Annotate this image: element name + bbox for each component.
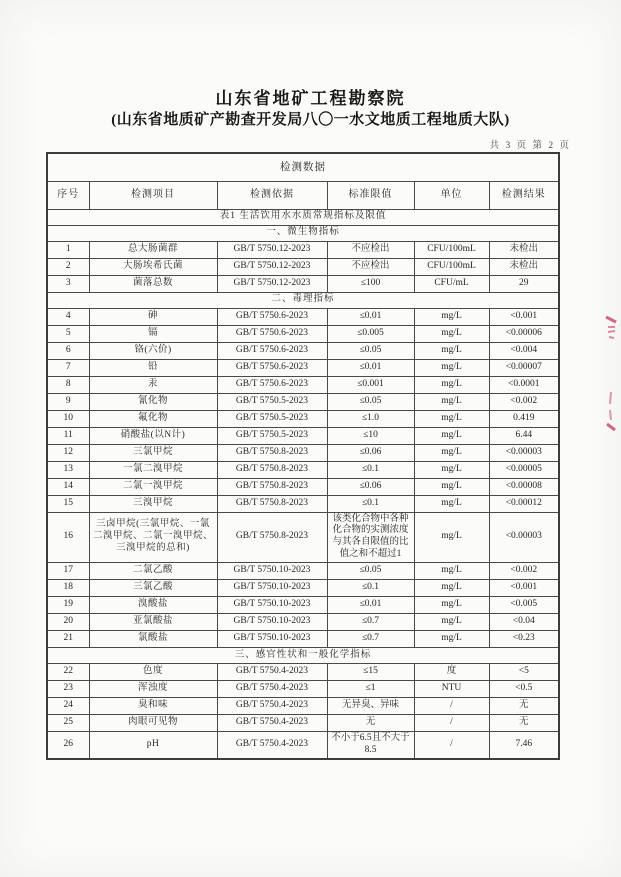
cell-no: 20 (47, 614, 89, 631)
cell-result: <0.00006 (489, 325, 559, 342)
cell-item: 氰化物 (89, 393, 217, 410)
column-header-2: 检测依据 (217, 181, 327, 209)
cell-basis: GB/T 5750.12-2023 (217, 275, 327, 292)
cell-unit: mg/L (414, 325, 489, 342)
cell-limit: ≤0.01 (327, 359, 414, 376)
cell-item: 硝酸盐(以N计) (89, 427, 217, 444)
table-row (47, 631, 559, 648)
cell-item: 肉眼可见物 (89, 715, 217, 732)
cell-unit: mg/L (414, 631, 489, 648)
cell-item: 浑浊度 (89, 681, 217, 698)
cell-basis: GB/T 5750.8-2023 (217, 478, 327, 495)
cell-limit: ≤0.7 (327, 614, 414, 631)
section-label: 表1 生活饮用水水质常规指标及限值 (47, 209, 559, 225)
section-row (47, 648, 559, 664)
cell-basis: GB/T 5750.6-2023 (217, 325, 327, 342)
cell-no: 11 (47, 427, 89, 444)
cell-limit: ≤0.01 (327, 597, 414, 614)
cell-no: 12 (47, 444, 89, 461)
cell-unit: mg/L (414, 393, 489, 410)
cell-result: <0.00003 (489, 512, 559, 563)
cell-unit: mg/L (414, 563, 489, 580)
cell-basis: GB/T 5750.4-2023 (217, 732, 327, 759)
cell-unit: mg/L (414, 308, 489, 325)
cell-no: 18 (47, 580, 89, 597)
cell-basis: GB/T 5750.10-2023 (217, 580, 327, 597)
cell-limit: ≤1 (327, 681, 414, 698)
cell-result: <0.004 (489, 342, 559, 359)
cell-unit: CFU/100mL (414, 241, 489, 258)
page-number-label: 共 3 页 第 2 页 (489, 141, 571, 151)
cell-item: 总大肠菌群 (89, 241, 217, 258)
cell-limit: ≤1.0 (327, 410, 414, 427)
table-row (47, 275, 559, 292)
cell-basis: GB/T 5750.10-2023 (217, 631, 327, 648)
cell-unit: CFU/100mL (414, 258, 489, 275)
cell-basis: GB/T 5750.8-2023 (217, 444, 327, 461)
cell-basis: GB/T 5750.8-2023 (217, 495, 327, 512)
cell-basis: GB/T 5750.4-2023 (217, 715, 327, 732)
cell-no: 24 (47, 698, 89, 715)
table-row (47, 376, 559, 393)
cell-no: 8 (47, 376, 89, 393)
cell-limit: ≤0.06 (327, 444, 414, 461)
cell-item: 溴酸盐 (89, 597, 217, 614)
cell-item: 二氯一溴甲烷 (89, 478, 217, 495)
cell-no: 4 (47, 308, 89, 325)
table-caption-row (47, 153, 559, 181)
cell-limit: ≤0.1 (327, 461, 414, 478)
cell-basis: GB/T 5750.10-2023 (217, 597, 327, 614)
cell-unit: mg/L (414, 410, 489, 427)
cell-no: 2 (47, 258, 89, 275)
section-label: 三、感官性状和一般化学指标 (47, 648, 559, 664)
cell-result: <0.002 (489, 563, 559, 580)
cell-basis: GB/T 5750.6-2023 (217, 376, 327, 393)
table-row (47, 410, 559, 427)
cell-item: 三氯甲烷 (89, 444, 217, 461)
cell-item: 二氯乙酸 (89, 563, 217, 580)
table-row (47, 580, 559, 597)
cell-basis: GB/T 5750.8-2023 (217, 512, 327, 563)
cell-unit: mg/L (414, 461, 489, 478)
cell-basis: GB/T 5750.10-2023 (217, 614, 327, 631)
cell-item: 砷 (89, 308, 217, 325)
cell-limit: 无异臭、异味 (327, 698, 414, 715)
cell-unit: / (414, 715, 489, 732)
table-caption: 检测数据 (47, 153, 559, 181)
table-row (47, 461, 559, 478)
cell-item: 色度 (89, 664, 217, 681)
cell-unit: CFU/mL (414, 275, 489, 292)
cell-limit: 无 (327, 715, 414, 732)
section-row (47, 292, 559, 308)
cell-no: 19 (47, 597, 89, 614)
cell-no: 25 (47, 715, 89, 732)
cell-limit: ≤0.06 (327, 478, 414, 495)
section-row (47, 209, 559, 225)
column-header-1: 检测项目 (89, 181, 217, 209)
cell-unit: mg/L (414, 478, 489, 495)
table-row (47, 495, 559, 512)
cell-limit: ≤0.001 (327, 376, 414, 393)
cell-basis: GB/T 5750.5-2023 (217, 393, 327, 410)
cell-unit: mg/L (414, 597, 489, 614)
cell-limit: 不应检出 (327, 258, 414, 275)
cell-unit: mg/L (414, 444, 489, 461)
cell-item: 一氯二溴甲烷 (89, 461, 217, 478)
table-row (47, 325, 559, 342)
table-row (47, 563, 559, 580)
table-row (47, 512, 559, 563)
section-row (47, 225, 559, 241)
cell-limit: ≤0.005 (327, 325, 414, 342)
cell-no: 23 (47, 681, 89, 698)
cell-result: <0.5 (489, 681, 559, 698)
cell-unit: mg/L (414, 359, 489, 376)
cell-no: 7 (47, 359, 89, 376)
red-seal-fragment-icon (605, 390, 617, 432)
cell-unit: 度 (414, 664, 489, 681)
organization-subtitle: (山东省地质矿产勘查开发局八〇一水文地质工程地质大队) (111, 112, 510, 128)
cell-no: 10 (47, 410, 89, 427)
cell-result: <0.002 (489, 393, 559, 410)
cell-item: 三卤甲烷(三氯甲烷、一氯二溴甲烷、二氯一溴甲烷、三溴甲烷的总和) (89, 512, 217, 563)
cell-basis: GB/T 5750.4-2023 (217, 698, 327, 715)
cell-result: 无 (489, 698, 559, 715)
cell-limit: ≤0.01 (327, 308, 414, 325)
cell-result: 7.46 (489, 732, 559, 759)
cell-unit: / (414, 732, 489, 759)
cell-result: 未检出 (489, 241, 559, 258)
cell-unit: mg/L (414, 376, 489, 393)
cell-limit: ≤0.05 (327, 342, 414, 359)
cell-no: 13 (47, 461, 89, 478)
cell-no: 22 (47, 664, 89, 681)
cell-basis: GB/T 5750.5-2023 (217, 410, 327, 427)
cell-result: <0.001 (489, 308, 559, 325)
cell-unit: NTU (414, 681, 489, 698)
table-row (47, 241, 559, 258)
cell-basis: GB/T 5750.12-2023 (217, 258, 327, 275)
table-row (47, 664, 559, 681)
section-label: 二、毒理指标 (47, 292, 559, 308)
cell-basis: GB/T 5750.12-2023 (217, 241, 327, 258)
cell-result: <5 (489, 664, 559, 681)
cell-unit: / (414, 698, 489, 715)
table-row (47, 359, 559, 376)
column-header-5: 检测结果 (489, 181, 559, 209)
cell-result: <0.00003 (489, 444, 559, 461)
cell-limit: ≤0.7 (327, 631, 414, 648)
cell-item: 铬(六价) (89, 342, 217, 359)
cell-result: <0.23 (489, 631, 559, 648)
cell-result: <0.00005 (489, 461, 559, 478)
cell-no: 6 (47, 342, 89, 359)
cell-unit: mg/L (414, 342, 489, 359)
cell-item: pH (89, 732, 217, 759)
cell-unit: mg/L (414, 512, 489, 563)
column-header-0: 序号 (47, 181, 89, 209)
cell-item: 镉 (89, 325, 217, 342)
cell-result: <0.0001 (489, 376, 559, 393)
cell-limit: ≤0.1 (327, 495, 414, 512)
cell-result: 未检出 (489, 258, 559, 275)
cell-no: 17 (47, 563, 89, 580)
cell-result: <0.00008 (489, 478, 559, 495)
table-row (47, 715, 559, 732)
cell-limit: ≤10 (327, 427, 414, 444)
cell-item: 铅 (89, 359, 217, 376)
cell-limit: ≤0.05 (327, 563, 414, 580)
cell-item: 臭和味 (89, 698, 217, 715)
table-row (47, 427, 559, 444)
cell-limit: 不应检出 (327, 241, 414, 258)
test-data-table (46, 152, 560, 760)
cell-limit: ≤0.05 (327, 393, 414, 410)
cell-no: 16 (47, 512, 89, 563)
cell-result: 6.44 (489, 427, 559, 444)
table-row (47, 258, 559, 275)
cell-limit: 该类化合物中各种化合物的实测浓度与其各自限值的比值之和不超过1 (327, 512, 414, 563)
table-row (47, 308, 559, 325)
cell-result: 0.419 (489, 410, 559, 427)
cell-no: 26 (47, 732, 89, 759)
column-header-row (47, 181, 559, 209)
cell-unit: mg/L (414, 495, 489, 512)
cell-item: 三溴甲烷 (89, 495, 217, 512)
cell-result: <0.04 (489, 614, 559, 631)
cell-result: <0.00007 (489, 359, 559, 376)
cell-item: 三氯乙酸 (89, 580, 217, 597)
cell-item: 氯酸盐 (89, 631, 217, 648)
cell-basis: GB/T 5750.4-2023 (217, 681, 327, 698)
red-seal-fragment-icon (604, 315, 618, 345)
cell-result: <0.001 (489, 580, 559, 597)
cell-unit: mg/L (414, 580, 489, 597)
cell-result: 无 (489, 715, 559, 732)
table-row (47, 681, 559, 698)
cell-no: 3 (47, 275, 89, 292)
cell-basis: GB/T 5750.6-2023 (217, 359, 327, 376)
cell-item: 氟化物 (89, 410, 217, 427)
table-row (47, 478, 559, 495)
table-row (47, 393, 559, 410)
column-header-3: 标准限值 (327, 181, 414, 209)
cell-limit: ≤0.1 (327, 580, 414, 597)
cell-unit: mg/L (414, 614, 489, 631)
cell-basis: GB/T 5750.6-2023 (217, 342, 327, 359)
cell-item: 大肠埃希氏菌 (89, 258, 217, 275)
cell-limit: 不小于6.5且不大于8.5 (327, 732, 414, 759)
section-label: 一、微生物指标 (47, 225, 559, 241)
cell-no: 5 (47, 325, 89, 342)
cell-basis: GB/T 5750.5-2023 (217, 427, 327, 444)
cell-basis: GB/T 5750.4-2023 (217, 664, 327, 681)
table-row (47, 732, 559, 759)
cell-item: 汞 (89, 376, 217, 393)
table-row (47, 597, 559, 614)
cell-basis: GB/T 5750.8-2023 (217, 461, 327, 478)
cell-unit: mg/L (414, 427, 489, 444)
cell-no: 14 (47, 478, 89, 495)
cell-result: 29 (489, 275, 559, 292)
cell-no: 1 (47, 241, 89, 258)
cell-no: 15 (47, 495, 89, 512)
column-header-4: 单位 (414, 181, 489, 209)
cell-basis: GB/T 5750.6-2023 (217, 308, 327, 325)
cell-item: 亚氯酸盐 (89, 614, 217, 631)
cell-no: 9 (47, 393, 89, 410)
cell-no: 21 (47, 631, 89, 648)
cell-limit: ≤15 (327, 664, 414, 681)
table-row (47, 614, 559, 631)
cell-result: <0.005 (489, 597, 559, 614)
cell-limit: ≤100 (327, 275, 414, 292)
table-row (47, 698, 559, 715)
cell-basis: GB/T 5750.10-2023 (217, 563, 327, 580)
cell-result: <0.00012 (489, 495, 559, 512)
organization-title: 山东省地矿工程勘察院 (215, 89, 406, 108)
table-row (47, 342, 559, 359)
table-row (47, 444, 559, 461)
cell-item: 菌落总数 (89, 275, 217, 292)
